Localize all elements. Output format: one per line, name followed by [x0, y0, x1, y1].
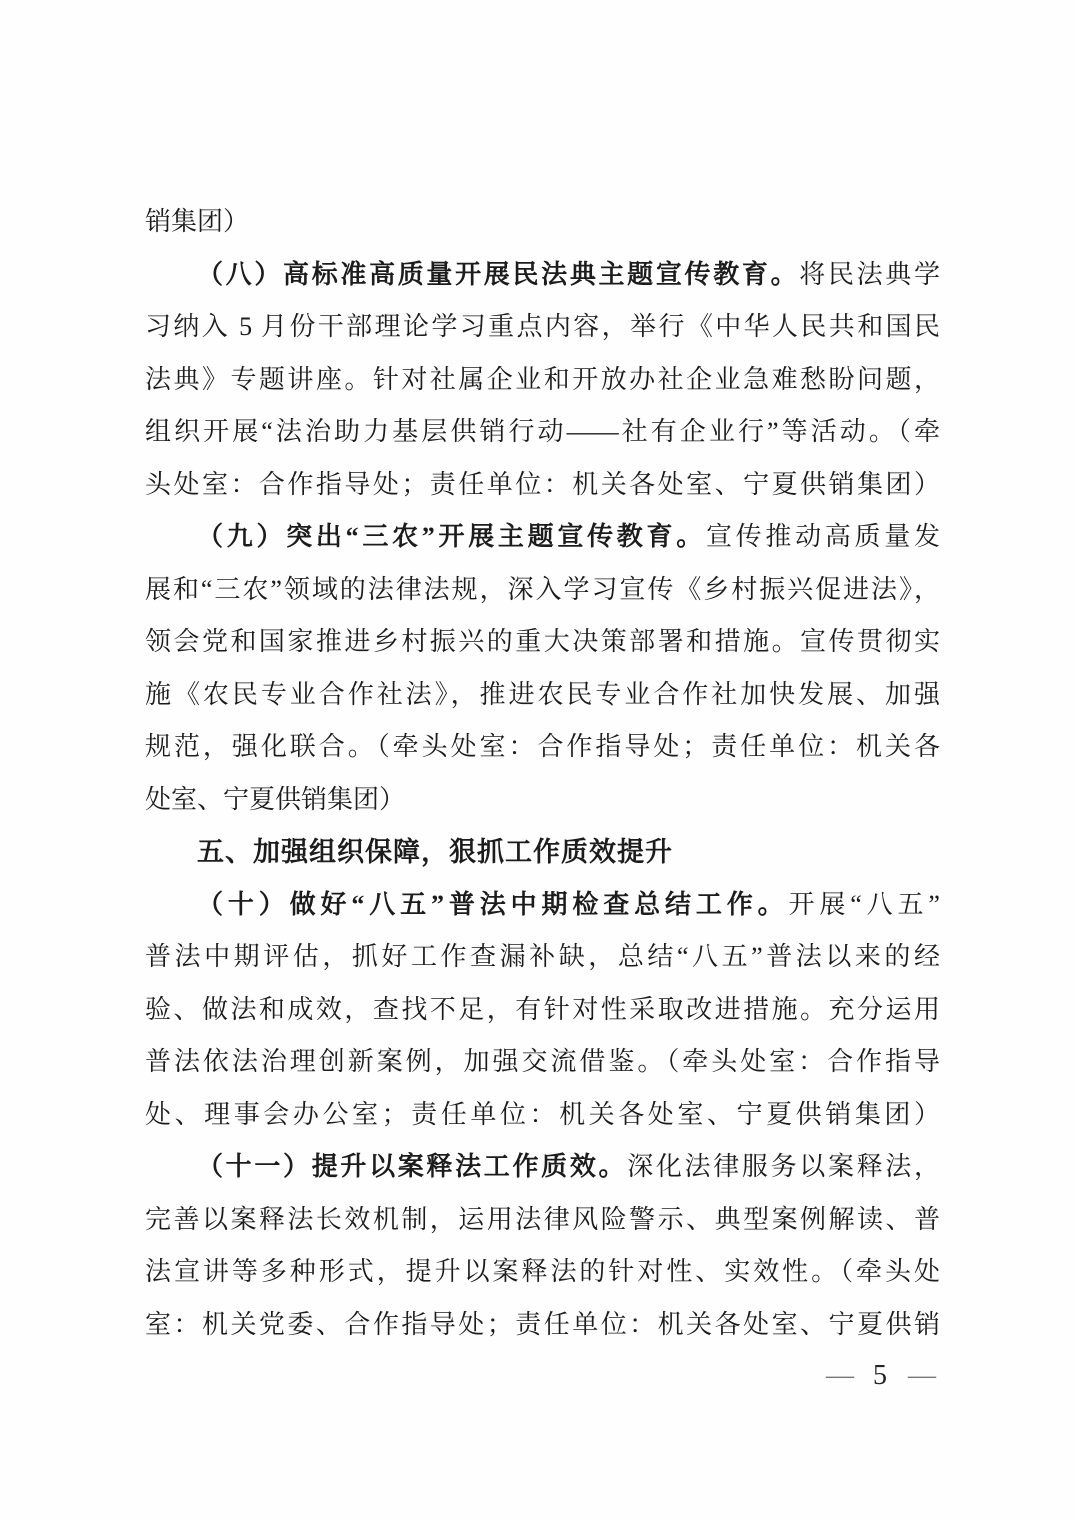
text-segment: 领会党和国家推进乡村振兴的重大决策部署和措施。宣传贯彻实: [145, 627, 940, 656]
document-line: [145, 984, 940, 1037]
bold-text-segment: （九）突出“三农”开展主题宣传教育。: [197, 522, 706, 551]
document-line: [145, 459, 940, 512]
text-segment: 普法中期评估，抓好工作查漏补缺，总结“八五”普法以来的经: [145, 942, 940, 971]
document-line: [145, 406, 940, 459]
document-line: [145, 616, 940, 669]
text-segment: 展和“三农”领域的法律法规，深入学习宣传《乡村振兴促进法》，: [145, 574, 940, 604]
document-line: [145, 1089, 940, 1142]
text-segment: 开展“八五”: [788, 889, 940, 919]
text-segment: 宣传推动高质量发: [705, 522, 940, 551]
bold-text-segment: （十一）提升以案释法工作质效。: [197, 1152, 628, 1181]
page-number-dash-left: —: [826, 1360, 852, 1391]
text-segment: 法典》专题讲座。针对社属企业和开放办社企业急难愁盼问题，: [145, 364, 940, 394]
document-line: [145, 196, 940, 249]
text-segment: 施《农民专业合作社法》，推进农民专业合作社加快发展、加强: [145, 679, 940, 709]
document-line: [145, 879, 940, 932]
document-line: [145, 1036, 940, 1089]
bold-text-segment: （八）高标准高质量开展民法典主题宣传教育。: [197, 259, 800, 289]
text-segment: 深化法律服务以案释法，: [627, 1152, 940, 1181]
text-segment: 室：机关党委、合作指导处；责任单位：机关各处室、宁夏供销: [145, 1309, 940, 1339]
document-line: [145, 774, 940, 827]
document-body: [145, 196, 940, 1351]
text-segment: 处、理事会办公室；责任单位：机关各处室、宁夏供销集团）: [145, 1099, 940, 1129]
document-line: [145, 721, 940, 774]
text-segment: 普法依法治理创新案例，加强交流借鉴。（牵头处室：合作指导: [145, 1047, 940, 1076]
text-segment: 头处室：合作指导处；责任单位：机关各处室、宁夏供销集团）: [145, 469, 940, 499]
page-number-value: 5: [873, 1360, 887, 1391]
text-segment: 习纳入 5 月份干部理论学习重点内容，举行《中华人民共和国民: [145, 312, 940, 341]
document-line: [145, 511, 940, 564]
document-line: [145, 1246, 940, 1299]
text-segment: 销集团）: [145, 207, 250, 236]
document-line: [145, 564, 940, 617]
page-number: [820, 1356, 940, 1396]
section-heading: [145, 826, 940, 879]
text-segment: 完善以案释法长效机制，运用法律风险警示、典型案例解读、普: [145, 1204, 940, 1234]
text-segment: 法宣讲等多种形式，提升以案释法的针对性、实效性。（牵头处: [145, 1257, 940, 1286]
document-line: [145, 1299, 940, 1352]
document-line: [145, 354, 940, 407]
document-line: [145, 301, 940, 354]
document-line: [145, 669, 940, 722]
text-segment: 规范，强化联合。（牵头处室：合作指导处；责任单位：机关各: [145, 732, 940, 761]
document-line: [145, 249, 940, 302]
text-segment: 处室、宁夏供销集团）: [145, 784, 406, 814]
bold-text-segment: 五、加强组织保障，狠抓工作质效提升: [197, 837, 673, 867]
text-segment: 验、做法和成效，查找不足，有针对性采取改进措施。充分运用: [145, 994, 940, 1024]
document-line: [145, 931, 940, 984]
bold-text-segment: （十）做好“八五”普法中期检查总结工作。: [197, 889, 789, 919]
text-segment: 组织开展“法治助力基层供销行动——社有企业行”等活动。（牵: [145, 417, 940, 446]
text-segment: 将民法典学: [799, 259, 940, 289]
document-line: [145, 1194, 940, 1247]
page-number-dash-right: —: [908, 1360, 934, 1391]
document-line: [145, 1141, 940, 1194]
